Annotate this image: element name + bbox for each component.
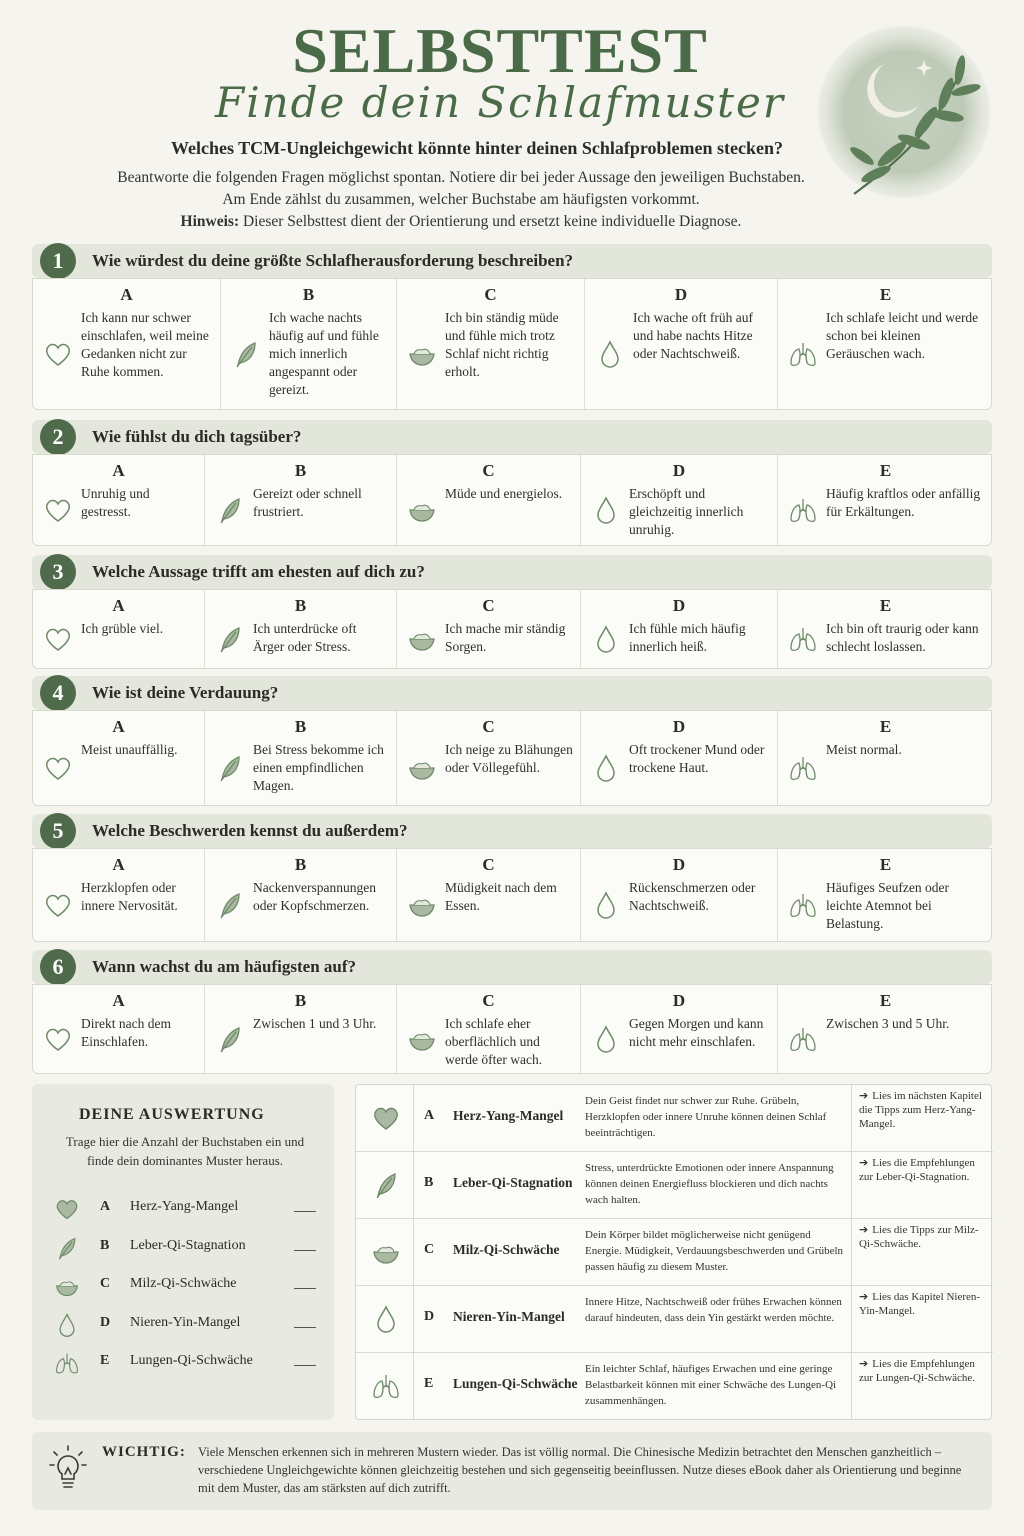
leaf-icon	[54, 1235, 82, 1261]
option-letter: C	[482, 717, 495, 736]
option-letter: C	[482, 596, 495, 615]
question-1	[32, 244, 992, 410]
option-letter: A	[112, 461, 125, 480]
option-text: Ich wache nachts häufig auf und fühle mich innerlich angespannt oder gereizt.	[269, 310, 379, 397]
option-text: Erschöpft und gleichzeitig innerlich unruhig.	[629, 486, 744, 537]
answer-options	[32, 278, 992, 410]
leaf-icon	[215, 624, 245, 654]
option-letter: D	[672, 596, 686, 615]
option-text: Oft trockener Mund oder trockene Haut.	[629, 742, 765, 775]
result-tip-cell	[851, 1085, 993, 1151]
result-tip-cell	[851, 1286, 993, 1352]
result-tip-text: Lies im nächsten Kapitel die Tipps zum Herz-Yang-Mangel.	[859, 1090, 982, 1130]
heart-icon	[43, 495, 73, 525]
question-3	[32, 555, 992, 669]
answer-option-c[interactable]	[397, 849, 581, 941]
question-title: Welche Beschwerden kennst du außerdem?	[92, 821, 408, 840]
answer-option-a[interactable]	[33, 455, 205, 545]
arrow-right-icon: ➔	[859, 1290, 869, 1303]
answer-option-b[interactable]	[205, 985, 397, 1073]
answer-option-a[interactable]	[33, 711, 205, 805]
evaluation-row-d	[54, 1310, 324, 1340]
result-icon-cell	[356, 1353, 414, 1420]
answer-option-e[interactable]	[778, 455, 993, 545]
count-blank-field[interactable]	[294, 1250, 316, 1251]
question-title: Wie würdest du deine größte Schlafherausforderung beschreiben?	[92, 251, 574, 270]
option-letter: E	[879, 717, 892, 736]
question-header	[32, 676, 992, 710]
option-text: Ich schlafe leicht und werde schon bei kleinen Geräuschen wach.	[826, 310, 979, 361]
option-text: Ich unterdrücke oft Ärger oder Stress.	[253, 621, 357, 654]
result-letter: A	[424, 1108, 435, 1123]
result-icon-cell	[356, 1219, 414, 1285]
result-tip-cell	[851, 1219, 993, 1285]
question-header	[32, 950, 992, 984]
result-pattern-name: Milz-Qi-Schwäche	[453, 1242, 560, 1257]
note-text: Viele Menschen erkennen sich in mehreren Mustern wieder. Das ist völlig normal. Die Chinesische Medizin betrachtet den Menschen ganzheitlich – verschiedene Ungleichgewichte können gleichzeitig bestehen und sich gegenseitig beeinflussen. Nutze dieses eBook daher als Orientierung und beginne mit dem Muster, das am stärksten auf dich zutrifft.	[198, 1445, 962, 1495]
evaluation-row-b	[54, 1233, 324, 1263]
bowl-icon	[407, 1024, 437, 1054]
answer-option-c[interactable]	[397, 590, 581, 668]
evaluation-pattern-name: Nieren-Yin-Mangel	[130, 1314, 241, 1330]
option-letter: E	[879, 285, 892, 304]
option-text: Ich schlafe eher oberflächlich und werde öfter wach.	[445, 1016, 543, 1067]
answer-option-b[interactable]	[205, 849, 397, 941]
drop-icon	[591, 624, 621, 654]
lungs-icon	[788, 624, 818, 654]
evaluation-description: Trage hier die Anzahl der Buchstaben ein und finde dein dominantes Muster heraus.	[65, 1134, 305, 1168]
option-text: Rückenschmerzen oder Nachtschweiß.	[629, 880, 756, 913]
count-blank-field[interactable]	[294, 1327, 316, 1328]
option-letter: E	[879, 855, 892, 874]
drop-icon	[591, 495, 621, 525]
answer-option-d[interactable]	[585, 279, 778, 409]
result-tip-text: Lies die Empfehlungen zur Leber-Qi-Stagnation.	[859, 1157, 975, 1183]
drop-icon	[591, 753, 621, 783]
result-letter: E	[424, 1376, 434, 1391]
lungs-icon	[788, 1024, 818, 1054]
option-letter: A	[120, 285, 133, 304]
answer-option-b[interactable]	[205, 455, 397, 545]
leaf-icon	[215, 495, 245, 525]
result-icon-cell	[356, 1152, 414, 1218]
answer-option-d[interactable]	[581, 590, 778, 668]
option-letter: C	[482, 855, 495, 874]
drop-icon	[595, 339, 625, 369]
answer-option-d[interactable]	[581, 849, 778, 941]
result-description: Innere Hitze, Nachtschweiß oder frühes Erwachen können darauf hindeuten, dass dein Yin gestärkt werden möchte.	[585, 1296, 842, 1324]
option-letter: D	[672, 461, 686, 480]
arrow-right-icon: ➔	[859, 1357, 869, 1370]
answer-option-d[interactable]	[581, 455, 778, 545]
option-letter: D	[672, 717, 686, 736]
answer-option-b[interactable]	[205, 711, 397, 805]
option-letter: A	[112, 717, 125, 736]
result-description: Dein Körper bildet möglicherweise nicht genügend Energie. Müdigkeit, Verdauungsbeschwerden und Grübeln passen häufig zu diesem Muster.	[585, 1229, 844, 1273]
option-text: Ich grüble viel.	[81, 621, 164, 636]
answer-option-b[interactable]	[221, 279, 397, 409]
evaluation-row-c	[54, 1271, 324, 1301]
heart-icon	[43, 890, 73, 920]
hint-line	[0, 211, 922, 233]
answer-options	[32, 454, 992, 546]
question-header	[32, 555, 992, 589]
bowl-icon	[407, 339, 437, 369]
answer-option-d[interactable]	[581, 711, 778, 805]
question-number: 4	[40, 675, 76, 711]
answer-options	[32, 848, 992, 942]
option-text: Häufig kraftlos oder anfällig für Erkältungen.	[826, 486, 981, 519]
intro-line-2: Am Ende zählst du zusammen, welcher Buchstabe am häufigsten vorkommt.	[222, 191, 700, 208]
option-letter: C	[482, 991, 495, 1010]
intro-text	[0, 167, 922, 233]
bowl-icon	[407, 624, 437, 654]
drop-icon	[54, 1312, 82, 1338]
page-subtitle: Finde dein Schlafmuster	[215, 78, 785, 127]
option-text: Häufiges Seufzen oder leichte Atemnot bei Belastung.	[826, 880, 949, 931]
lungs-icon	[788, 890, 818, 920]
option-letter: E	[879, 461, 892, 480]
option-letter: C	[484, 285, 497, 304]
result-row-b	[356, 1152, 993, 1219]
result-pattern-name: Herz-Yang-Mangel	[453, 1108, 564, 1123]
result-letter: D	[424, 1309, 435, 1324]
result-pattern-name: Leber-Qi-Stagnation	[453, 1175, 573, 1190]
question-title: Wie ist deine Verdauung?	[92, 683, 279, 702]
option-letter: D	[672, 991, 686, 1010]
bowl-icon	[407, 753, 437, 783]
page-title: SELBSTTEST	[292, 15, 708, 86]
drop-icon	[371, 1304, 401, 1334]
result-letter: C	[424, 1242, 435, 1257]
option-letter: E	[879, 991, 892, 1010]
answer-option-a[interactable]	[33, 849, 205, 941]
option-text: Direkt nach dem Einschlafen.	[81, 1016, 171, 1049]
option-text: Ich bin ständig müde und fühle mich trotz Schlaf nicht richtig erholt.	[445, 310, 559, 379]
option-text: Ich bin oft traurig oder kann schlecht loslassen.	[826, 621, 979, 654]
bowl-icon	[371, 1237, 401, 1267]
option-letter: B	[294, 717, 307, 736]
option-text: Meist unauffällig.	[81, 742, 178, 757]
option-letter: B	[294, 596, 307, 615]
question-title: Wann wachst du am häufigsten auf?	[92, 957, 357, 976]
option-letter: B	[302, 285, 315, 304]
heart-icon	[43, 624, 73, 654]
result-row-e	[356, 1353, 993, 1420]
question-header	[32, 420, 992, 454]
answer-option-c[interactable]	[397, 711, 581, 805]
option-text: Zwischen 3 und 5 Uhr.	[826, 1016, 950, 1031]
option-text: Müdigkeit nach dem Essen.	[445, 880, 557, 913]
answer-options	[32, 984, 992, 1074]
lungs-icon	[371, 1371, 401, 1401]
result-tip-cell	[851, 1152, 993, 1218]
answer-option-a[interactable]	[33, 590, 205, 668]
result-icon-cell	[356, 1286, 414, 1352]
heart-icon	[43, 753, 73, 783]
question-title: Welche Aussage trifft am ehesten auf dich zu?	[92, 562, 425, 581]
question-number: 1	[40, 243, 76, 279]
option-text: Unruhig und gestresst.	[81, 486, 150, 519]
option-letter: A	[112, 991, 125, 1010]
option-letter: C	[482, 461, 495, 480]
evaluation-pattern-name: Herz-Yang-Mangel	[130, 1199, 239, 1214]
answer-option-e[interactable]	[778, 279, 993, 409]
evaluation-row-e	[54, 1348, 324, 1378]
evaluation-letter: B	[100, 1237, 110, 1253]
evaluation-pattern-name: Lungen-Qi-Schwäche	[130, 1353, 253, 1368]
moon-leaves-illustration	[814, 24, 994, 204]
heart-icon	[54, 1196, 82, 1222]
answer-option-a[interactable]	[33, 279, 221, 409]
result-row-c	[356, 1219, 993, 1286]
result-description: Ein leichter Schlaf, häufiges Erwachen und eine geringe Belastbarkeit können mit einer Schwäche des Lungen-Qi zusammenhängen.	[585, 1363, 837, 1407]
option-letter: E	[879, 596, 892, 615]
option-letter: D	[674, 285, 688, 304]
count-blank-field[interactable]	[294, 1365, 316, 1366]
question-4	[32, 676, 992, 806]
leaf-icon	[231, 339, 261, 369]
intro-line-1: Beantworte die folgenden Fragen möglichst spontan. Notiere dir bei jeder Aussage den jeweiligen Buchstaben.	[117, 169, 805, 186]
evaluation-letter: C	[100, 1276, 111, 1291]
result-description: Dein Geist findet nur schwer zur Ruhe. Grübeln, Herzklopfen oder innere Unruhe können deinen Schlaf beeinträchtigen.	[585, 1095, 827, 1139]
result-tip-cell	[851, 1353, 993, 1420]
count-blank-field[interactable]	[294, 1211, 316, 1212]
option-text: Bei Stress bekomme ich einen empfindlichen Magen.	[253, 742, 384, 793]
option-text: Nackenverspannungen oder Kopfschmerzen.	[253, 880, 376, 913]
evaluation-row-a	[54, 1194, 324, 1224]
lungs-icon	[788, 753, 818, 783]
option-text: Ich kann nur schwer einschlafen, weil meine Gedanken nicht zur Ruhe kommen.	[81, 310, 209, 379]
option-letter: A	[112, 855, 125, 874]
leaf-icon	[371, 1170, 401, 1200]
option-text: Gegen Morgen und kann nicht mehr einschlafen.	[629, 1016, 764, 1049]
bowl-icon	[407, 495, 437, 525]
lightbulb-icon	[48, 1444, 88, 1492]
answer-option-e[interactable]	[778, 590, 993, 668]
answer-option-c[interactable]	[397, 279, 585, 409]
heart-icon	[371, 1103, 401, 1133]
evaluation-letter: E	[100, 1353, 110, 1368]
answer-option-d[interactable]	[581, 985, 778, 1073]
answer-option-c[interactable]	[397, 455, 581, 545]
arrow-right-icon: ➔	[859, 1156, 869, 1169]
arrow-right-icon: ➔	[859, 1089, 869, 1102]
result-row-a	[356, 1085, 993, 1152]
result-tip-text: Lies das Kapitel Nieren-Yin-Mangel.	[859, 1291, 981, 1317]
option-text: Ich wache oft früh auf und habe nachts Hitze oder Nachtschweiß.	[633, 310, 753, 361]
lungs-icon	[54, 1350, 82, 1376]
result-table	[355, 1084, 992, 1420]
heart-icon	[43, 339, 73, 369]
answer-option-e[interactable]	[778, 985, 993, 1073]
question-header	[32, 244, 992, 278]
result-tip-link[interactable]	[859, 1223, 989, 1251]
option-text: Ich fühle mich häufig innerlich heiß.	[629, 621, 746, 654]
option-letter: A	[112, 596, 125, 615]
option-letter: B	[294, 461, 307, 480]
answer-option-b[interactable]	[205, 590, 397, 668]
option-text: Zwischen 1 und 3 Uhr.	[253, 1016, 377, 1031]
answer-options	[32, 710, 992, 806]
header	[0, 0, 1024, 240]
evaluation-letter: A	[100, 1199, 111, 1214]
result-tip-link[interactable]	[859, 1089, 989, 1131]
result-tip-link[interactable]	[859, 1156, 989, 1184]
question-number: 2	[40, 419, 76, 455]
result-description: Stress, unterdrückte Emotionen oder innere Anspannung können deinen Energiefluss blockieren und dich nachts wach halten.	[585, 1162, 834, 1206]
lungs-icon	[788, 495, 818, 525]
option-text: Herzklopfen oder innere Nervosität.	[81, 880, 178, 913]
leaf-icon	[215, 1024, 245, 1054]
drop-icon	[591, 1024, 621, 1054]
evaluation-letter: D	[100, 1314, 111, 1330]
evaluation-pattern-name: Leber-Qi-Stagnation	[130, 1237, 246, 1253]
result-tip-text: Lies die Tipps zur Milz-Qi-Schwäche.	[859, 1224, 979, 1250]
leaf-icon	[215, 890, 245, 920]
option-letter: B	[294, 991, 307, 1010]
question-title: Wie fühlst du dich tagsüber?	[92, 427, 302, 446]
bowl-icon	[407, 890, 437, 920]
result-tip-link[interactable]	[859, 1290, 989, 1318]
result-pattern-name: Lungen-Qi-Schwäche	[453, 1376, 578, 1391]
evaluation-title: DEINE AUSWERTUNG	[79, 1106, 265, 1123]
answer-option-c[interactable]	[397, 985, 581, 1073]
important-note	[32, 1432, 992, 1510]
question-6	[32, 950, 992, 1074]
answer-option-e[interactable]	[778, 711, 993, 805]
question-2	[32, 420, 992, 546]
hint-text: Dieser Selbsttest dient der Orientierung und ersetzt keine individuelle Diagnose.	[242, 213, 742, 230]
count-blank-field[interactable]	[294, 1288, 316, 1289]
option-letter: B	[294, 855, 307, 874]
option-text: Ich mache mir ständig Sorgen.	[445, 621, 566, 654]
drop-icon	[591, 890, 621, 920]
note-label: WICHTIG:	[102, 1444, 186, 1460]
option-text: Müde und energielos.	[445, 486, 563, 501]
evaluation-pattern-name: Milz-Qi-Schwäche	[130, 1276, 237, 1291]
question-number: 3	[40, 554, 76, 590]
option-text: Ich neige zu Blähungen oder Völlegefühl.	[445, 742, 573, 775]
lungs-icon	[788, 339, 818, 369]
option-text: Meist normal.	[826, 742, 902, 757]
result-tip-link[interactable]	[859, 1357, 989, 1385]
result-letter: B	[424, 1175, 434, 1190]
result-row-d	[356, 1286, 993, 1353]
lead-question: Welches TCM-Ungleichgewicht könnte hinter deinen Schlafproblemen stecken?	[171, 138, 783, 158]
evaluation-box	[32, 1084, 334, 1420]
result-tip-text: Lies die Empfehlungen zur Lungen-Qi-Schwäche.	[859, 1358, 976, 1384]
answer-options	[32, 589, 992, 669]
option-letter: D	[672, 855, 686, 874]
result-pattern-name: Nieren-Yin-Mangel	[453, 1309, 565, 1324]
question-number: 6	[40, 949, 76, 985]
option-text: Gereizt oder schnell frustriert.	[253, 486, 362, 519]
result-icon-cell	[356, 1085, 414, 1151]
arrow-right-icon: ➔	[859, 1223, 869, 1236]
bowl-icon	[54, 1273, 82, 1299]
answer-option-e[interactable]	[778, 849, 993, 941]
hint-label: Hinweis:	[180, 213, 240, 230]
question-number: 5	[40, 813, 76, 849]
question-5	[32, 814, 992, 942]
question-header	[32, 814, 992, 848]
heart-icon	[43, 1024, 73, 1054]
leaf-icon	[215, 753, 245, 783]
answer-option-a[interactable]	[33, 985, 205, 1073]
